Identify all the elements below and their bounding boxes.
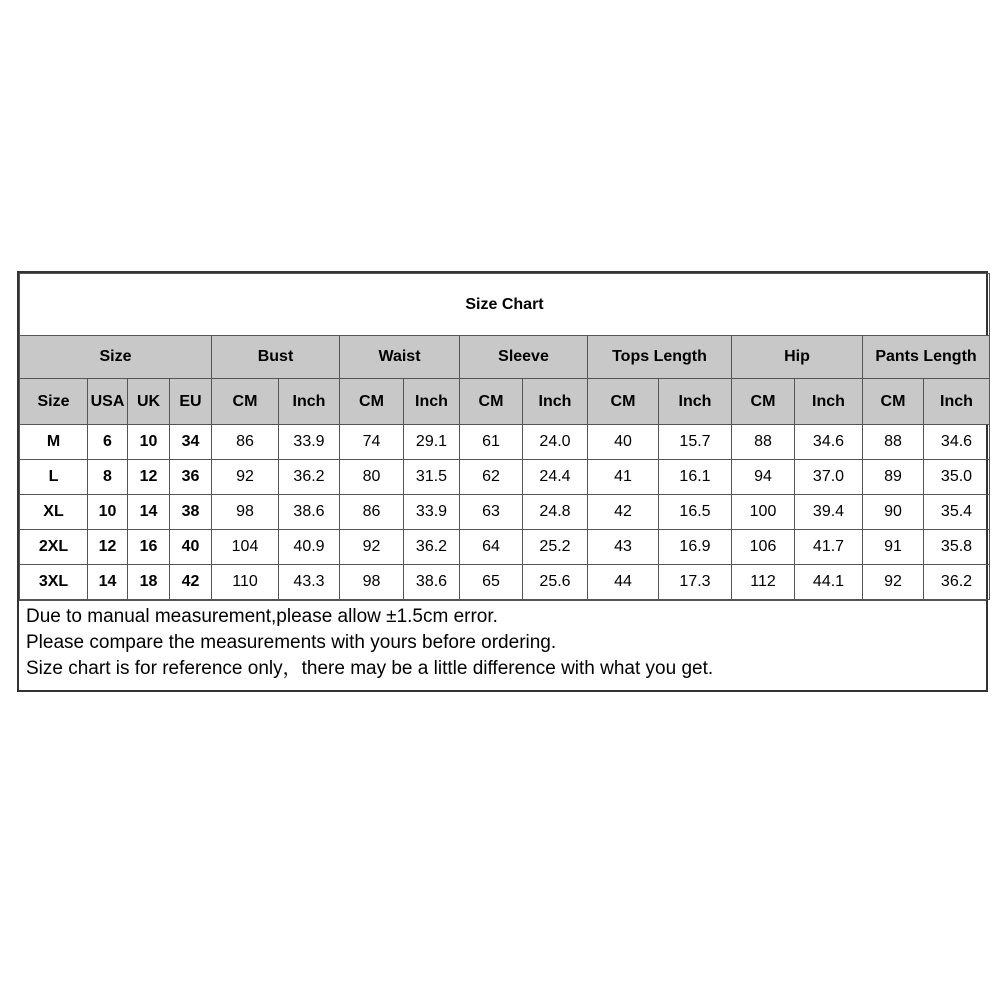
table-cell: 24.0 [523,425,588,460]
table-cell: L [20,460,88,495]
table-cell: 42 [588,495,659,530]
table-cell: 36.2 [924,565,990,600]
table-row [20,565,990,600]
table-cell: 40.9 [279,530,340,565]
note-line: Please compare the measurements with yours before ordering. [26,632,557,653]
table-cell: 110 [212,565,279,600]
table-cell: 40 [588,425,659,460]
table-cell: 43.3 [279,565,340,600]
table-cell: 90 [863,495,924,530]
table-cell: 18 [128,565,170,600]
table-cell: 2XL [20,530,88,565]
size-table [19,273,990,600]
table-cell: 24.8 [523,495,588,530]
table-cell: 61 [460,425,523,460]
table-cell: 33.9 [404,495,460,530]
table-cell: 12 [128,460,170,495]
column-header: Inch [404,379,460,425]
column-header: UK [128,379,170,425]
table-cell: 24.4 [523,460,588,495]
table-cell: 100 [732,495,795,530]
table-cell: 36.2 [404,530,460,565]
table-cell: 88 [863,425,924,460]
note-line: Due to manual measurement,please allow ±1.5cm error. [26,606,498,627]
chart-title: Size Chart [20,274,990,336]
unit-header-row [20,379,990,425]
group-header-row [20,336,990,379]
table-cell: 44 [588,565,659,600]
table-cell: 35.0 [924,460,990,495]
table-cell: 41 [588,460,659,495]
table-cell: 25.6 [523,565,588,600]
table-cell: 31.5 [404,460,460,495]
table-cell: 106 [732,530,795,565]
table-cell: 16 [128,530,170,565]
column-header: Inch [279,379,340,425]
table-cell: 65 [460,565,523,600]
table-row [20,530,990,565]
column-header: CM [212,379,279,425]
table-cell: 98 [340,565,404,600]
table-cell: 92 [863,565,924,600]
notes [19,600,986,682]
table-cell: 62 [460,460,523,495]
table-cell: 34.6 [924,425,990,460]
column-header: USA [88,379,128,425]
table-cell: 14 [88,565,128,600]
table-row [20,495,990,530]
table-cell: 98 [212,495,279,530]
note-line: Size chart is for reference only，there may be a little difference with what you get. [26,658,714,679]
column-header: CM [340,379,404,425]
column-header: Inch [795,379,863,425]
table-cell: 91 [863,530,924,565]
table-cell: 15.7 [659,425,732,460]
table-cell: 10 [88,495,128,530]
table-cell: 6 [88,425,128,460]
column-header: CM [732,379,795,425]
table-cell: 25.2 [523,530,588,565]
table-cell: 39.4 [795,495,863,530]
table-cell: 92 [340,530,404,565]
table-cell: 38.6 [279,495,340,530]
table-cell: 34 [170,425,212,460]
table-cell: 36 [170,460,212,495]
group-header: Size [20,336,212,379]
column-header: Inch [659,379,732,425]
table-cell: 112 [732,565,795,600]
table-cell: 16.9 [659,530,732,565]
table-cell: 37.0 [795,460,863,495]
group-header: Pants Length [863,336,990,379]
table-cell: 64 [460,530,523,565]
table-cell: 33.9 [279,425,340,460]
group-header: Bust [212,336,340,379]
table-cell: 38 [170,495,212,530]
column-header: Inch [924,379,990,425]
table-cell: 16.5 [659,495,732,530]
column-header: Inch [523,379,588,425]
column-header: CM [863,379,924,425]
table-cell: 86 [340,495,404,530]
table-cell: 42 [170,565,212,600]
table-cell: 44.1 [795,565,863,600]
column-header: CM [460,379,523,425]
table-cell: M [20,425,88,460]
table-cell: 41.7 [795,530,863,565]
size-chart [17,271,988,692]
group-header: Waist [340,336,460,379]
table-cell: 10 [128,425,170,460]
table-cell: 38.6 [404,565,460,600]
table-cell: 12 [88,530,128,565]
table-cell: 92 [212,460,279,495]
column-header: CM [588,379,659,425]
group-header: Hip [732,336,863,379]
table-cell: XL [20,495,88,530]
table-cell: 17.3 [659,565,732,600]
table-cell: 74 [340,425,404,460]
table-row [20,460,990,495]
table-cell: 43 [588,530,659,565]
table-cell: 16.1 [659,460,732,495]
table-cell: 34.6 [795,425,863,460]
table-cell: 29.1 [404,425,460,460]
table-cell: 8 [88,460,128,495]
group-header: Tops Length [588,336,732,379]
table-cell: 40 [170,530,212,565]
table-cell: 14 [128,495,170,530]
column-header: Size [20,379,88,425]
table-cell: 63 [460,495,523,530]
table-cell: 36.2 [279,460,340,495]
column-header: EU [170,379,212,425]
group-header: Sleeve [460,336,588,379]
table-cell: 89 [863,460,924,495]
table-cell: 35.4 [924,495,990,530]
table-cell: 94 [732,460,795,495]
table-cell: 88 [732,425,795,460]
table-cell: 86 [212,425,279,460]
table-row [20,425,990,460]
table-cell: 104 [212,530,279,565]
table-cell: 35.8 [924,530,990,565]
table-cell: 80 [340,460,404,495]
table-cell: 3XL [20,565,88,600]
